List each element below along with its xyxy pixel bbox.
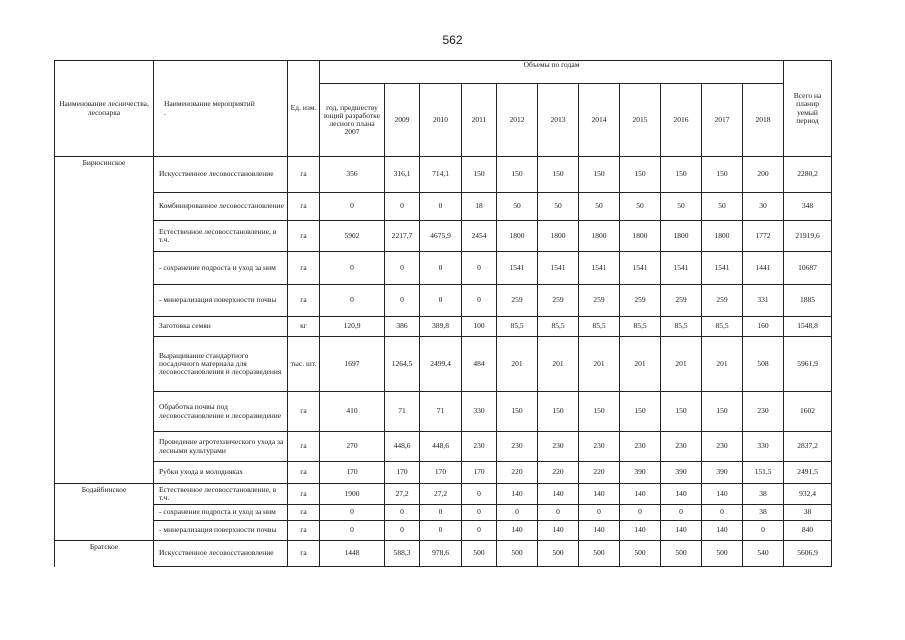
total-cell: 2280,2: [784, 157, 832, 193]
unit-cell: га: [288, 392, 320, 432]
header-activity: Наименование мероприятий .: [154, 61, 288, 157]
value-cell: 0: [385, 193, 420, 221]
value-cell: 140: [661, 484, 702, 505]
value-cell: 230: [538, 432, 579, 462]
header-org: Наименование лесничества, лесопарка: [55, 61, 154, 157]
unit-cell: га: [288, 221, 320, 252]
value-cell: 0: [320, 252, 385, 285]
value-cell: 259: [497, 285, 538, 317]
value-cell: 170: [385, 462, 420, 484]
value-cell: 50: [538, 193, 579, 221]
value-cell: 150: [661, 157, 702, 193]
value-cell: 331: [743, 285, 784, 317]
table-header: [55, 61, 832, 157]
activity-cell: Искусственное лесовосстановление: [154, 541, 288, 567]
value-cell: 230: [661, 432, 702, 462]
header-year: 2016: [661, 84, 702, 157]
value-cell: 1448: [320, 541, 385, 567]
header-year: 2017: [702, 84, 743, 157]
value-cell: 220: [538, 462, 579, 484]
table-row: [55, 337, 832, 392]
value-cell: 0: [420, 193, 462, 221]
header-year: год, предшеству ющий разработке лесного плана 2007: [320, 84, 385, 157]
value-cell: 150: [620, 392, 661, 432]
value-cell: 0: [420, 521, 462, 541]
org-cell: [55, 337, 154, 392]
value-cell: 259: [702, 285, 743, 317]
value-cell: 30: [743, 193, 784, 221]
value-cell: 259: [661, 285, 702, 317]
value-cell: 500: [620, 541, 661, 567]
value-cell: 500: [497, 541, 538, 567]
header-year: 2011: [462, 84, 497, 157]
header-volumes: Объемы по годам: [320, 61, 784, 84]
value-cell: 170: [462, 462, 497, 484]
value-cell: 150: [702, 157, 743, 193]
table-row: [55, 521, 832, 541]
value-cell: 0: [320, 505, 385, 521]
value-cell: 160: [743, 317, 784, 337]
org-cell: Бирюсинское: [55, 157, 154, 193]
value-cell: 220: [497, 462, 538, 484]
value-cell: 170: [420, 462, 462, 484]
value-cell: 540: [743, 541, 784, 567]
value-cell: 0: [420, 285, 462, 317]
value-cell: 316,1: [385, 157, 420, 193]
value-cell: 0: [320, 285, 385, 317]
activity-cell: Искусственное лесовосстановление: [154, 157, 288, 193]
value-cell: 390: [620, 462, 661, 484]
unit-cell: га: [288, 484, 320, 505]
value-cell: 500: [579, 541, 620, 567]
value-cell: 0: [385, 505, 420, 521]
value-cell: 588,3: [385, 541, 420, 567]
activity-cell: - минерализация поверхности почвы: [154, 521, 288, 541]
value-cell: 50: [620, 193, 661, 221]
unit-cell: га: [288, 157, 320, 193]
value-cell: 140: [538, 484, 579, 505]
org-cell: Бодайбинское: [55, 484, 154, 505]
value-cell: 500: [538, 541, 579, 567]
value-cell: 4675,9: [420, 221, 462, 252]
value-cell: 0: [579, 505, 620, 521]
value-cell: 389,8: [420, 317, 462, 337]
value-cell: 50: [661, 193, 702, 221]
value-cell: 27,2: [420, 484, 462, 505]
header-year: 2009: [385, 84, 420, 157]
value-cell: 85,5: [661, 317, 702, 337]
value-cell: 0: [462, 252, 497, 285]
activity-cell: - сохранение подроста и уход за ним: [154, 252, 288, 285]
value-cell: 140: [579, 484, 620, 505]
value-cell: 150: [538, 392, 579, 432]
value-cell: 50: [497, 193, 538, 221]
value-cell: 150: [661, 392, 702, 432]
value-cell: 0: [702, 505, 743, 521]
org-cell: [55, 392, 154, 432]
value-cell: 201: [497, 337, 538, 392]
value-cell: 330: [743, 432, 784, 462]
unit-cell: тыс. шт.: [288, 337, 320, 392]
value-cell: 500: [462, 541, 497, 567]
value-cell: 85,5: [702, 317, 743, 337]
value-cell: 1900: [320, 484, 385, 505]
value-cell: 1541: [538, 252, 579, 285]
header-year: 2013: [538, 84, 579, 157]
org-cell: [55, 317, 154, 337]
value-cell: 1800: [497, 221, 538, 252]
value-cell: 259: [538, 285, 579, 317]
value-cell: 0: [320, 193, 385, 221]
value-cell: 2499,4: [420, 337, 462, 392]
activity-cell: Выращивание стандартного посадочного материала для лесовосстановления и лесоразведения: [154, 337, 288, 392]
value-cell: 18: [462, 193, 497, 221]
org-cell: Братское: [55, 541, 154, 567]
value-cell: 230: [743, 392, 784, 432]
value-cell: 1541: [579, 252, 620, 285]
value-cell: 0: [420, 252, 462, 285]
unit-cell: га: [288, 505, 320, 521]
value-cell: 230: [497, 432, 538, 462]
value-cell: 150: [620, 157, 661, 193]
value-cell: 1541: [702, 252, 743, 285]
org-cell: [55, 462, 154, 484]
value-cell: 140: [661, 521, 702, 541]
value-cell: 38: [743, 484, 784, 505]
value-cell: 330: [462, 392, 497, 432]
value-cell: 201: [702, 337, 743, 392]
unit-cell: га: [288, 521, 320, 541]
value-cell: 0: [462, 521, 497, 541]
activity-cell: Обработка почвы под лесовосстановление и лесоразведение: [154, 392, 288, 432]
value-cell: 0: [462, 505, 497, 521]
value-cell: 140: [702, 521, 743, 541]
value-cell: 100: [462, 317, 497, 337]
unit-cell: га: [288, 541, 320, 567]
header-year: 2012: [497, 84, 538, 157]
value-cell: 230: [620, 432, 661, 462]
value-cell: 85,5: [579, 317, 620, 337]
value-cell: 356: [320, 157, 385, 193]
value-cell: 140: [579, 521, 620, 541]
value-cell: 1800: [538, 221, 579, 252]
value-cell: 140: [620, 521, 661, 541]
value-cell: 140: [497, 521, 538, 541]
total-cell: 38: [784, 505, 832, 521]
table-row: [55, 157, 832, 193]
value-cell: 1800: [620, 221, 661, 252]
value-cell: 140: [497, 484, 538, 505]
value-cell: 151,5: [743, 462, 784, 484]
table-row: [55, 432, 832, 462]
total-cell: 1602: [784, 392, 832, 432]
activity-cell: Естественное лесовосстановление, в т.ч.: [154, 221, 288, 252]
value-cell: 390: [702, 462, 743, 484]
page-number: 562: [442, 33, 463, 47]
value-cell: 0: [420, 505, 462, 521]
value-cell: 220: [579, 462, 620, 484]
value-cell: 120,9: [320, 317, 385, 337]
org-cell: [55, 252, 154, 285]
value-cell: 410: [320, 392, 385, 432]
total-cell: 1548,8: [784, 317, 832, 337]
total-cell: 21919,6: [784, 221, 832, 252]
total-cell: 840: [784, 521, 832, 541]
value-cell: 230: [702, 432, 743, 462]
value-cell: 140: [538, 521, 579, 541]
table-row: [55, 484, 832, 505]
value-cell: 85,5: [620, 317, 661, 337]
header-year: 2010: [420, 84, 462, 157]
value-cell: 484: [462, 337, 497, 392]
unit-cell: га: [288, 193, 320, 221]
value-cell: 200: [743, 157, 784, 193]
value-cell: 1541: [661, 252, 702, 285]
value-cell: 0: [538, 505, 579, 521]
header-year: 2015: [620, 84, 661, 157]
org-cell: [55, 432, 154, 462]
value-cell: 150: [497, 157, 538, 193]
value-cell: 85,5: [497, 317, 538, 337]
value-cell: 259: [620, 285, 661, 317]
table-row: [55, 541, 832, 567]
table-row: [55, 193, 832, 221]
value-cell: 386: [385, 317, 420, 337]
table-row: [55, 505, 832, 521]
value-cell: 50: [579, 193, 620, 221]
value-cell: 230: [462, 432, 497, 462]
value-cell: 201: [538, 337, 579, 392]
value-cell: 201: [579, 337, 620, 392]
value-cell: 1541: [620, 252, 661, 285]
table-row: [55, 285, 832, 317]
value-cell: 38: [743, 505, 784, 521]
total-cell: 10687: [784, 252, 832, 285]
value-cell: 1800: [702, 221, 743, 252]
value-cell: 0: [620, 505, 661, 521]
org-cell: [55, 521, 154, 541]
activity-cell: Заготовка семян: [154, 317, 288, 337]
header-year: 2018: [743, 84, 784, 157]
value-cell: 0: [385, 521, 420, 541]
value-cell: 170: [320, 462, 385, 484]
value-cell: 259: [579, 285, 620, 317]
value-cell: 0: [385, 252, 420, 285]
value-cell: 448,6: [385, 432, 420, 462]
value-cell: 27,2: [385, 484, 420, 505]
unit-cell: га: [288, 285, 320, 317]
value-cell: 150: [538, 157, 579, 193]
forest-plan-table: [54, 60, 832, 567]
value-cell: 1541: [497, 252, 538, 285]
value-cell: 0: [320, 521, 385, 541]
value-cell: 71: [420, 392, 462, 432]
table-row: [55, 392, 832, 432]
value-cell: 390: [661, 462, 702, 484]
value-cell: 500: [702, 541, 743, 567]
value-cell: 1441: [743, 252, 784, 285]
value-cell: 150: [462, 157, 497, 193]
value-cell: 201: [620, 337, 661, 392]
unit-cell: га: [288, 432, 320, 462]
activity-cell: Рубки ухода в молодняках: [154, 462, 288, 484]
total-cell: 5606,9: [784, 541, 832, 567]
value-cell: 50: [702, 193, 743, 221]
total-cell: 2837,2: [784, 432, 832, 462]
header-total: Всего на планир уемый период: [784, 61, 832, 157]
value-cell: 150: [579, 157, 620, 193]
org-cell: [55, 285, 154, 317]
value-cell: 1800: [661, 221, 702, 252]
value-cell: 0: [462, 285, 497, 317]
value-cell: 5902: [320, 221, 385, 252]
value-cell: 448,6: [420, 432, 462, 462]
value-cell: 1772: [743, 221, 784, 252]
total-cell: 1885: [784, 285, 832, 317]
value-cell: 1264,5: [385, 337, 420, 392]
org-cell: [55, 221, 154, 252]
total-cell: 348: [784, 193, 832, 221]
value-cell: 270: [320, 432, 385, 462]
value-cell: 150: [497, 392, 538, 432]
value-cell: 140: [620, 484, 661, 505]
unit-cell: кг: [288, 317, 320, 337]
table-body: [55, 157, 832, 567]
total-cell: 5961,9: [784, 337, 832, 392]
value-cell: 2454: [462, 221, 497, 252]
total-cell: 932,4: [784, 484, 832, 505]
value-cell: 0: [497, 505, 538, 521]
value-cell: 0: [743, 521, 784, 541]
org-cell: [55, 193, 154, 221]
total-cell: 2491,5: [784, 462, 832, 484]
value-cell: 978,6: [420, 541, 462, 567]
value-cell: 0: [385, 285, 420, 317]
value-cell: 714,1: [420, 157, 462, 193]
value-cell: 150: [579, 392, 620, 432]
activity-cell: Комбинированное лесовосстановление: [154, 193, 288, 221]
value-cell: 140: [702, 484, 743, 505]
activity-cell: - сохранение подроста и уход за ним: [154, 505, 288, 521]
value-cell: 2217,7: [385, 221, 420, 252]
table-row: [55, 462, 832, 484]
value-cell: 1800: [579, 221, 620, 252]
value-cell: 85,5: [538, 317, 579, 337]
unit-cell: га: [288, 252, 320, 285]
org-cell: [55, 505, 154, 521]
table-row: [55, 221, 832, 252]
activity-cell: Естественное лесовосстановление, в т.ч.: [154, 484, 288, 505]
value-cell: 150: [702, 392, 743, 432]
value-cell: 0: [462, 484, 497, 505]
activity-cell: - минерализация поверхности почвы: [154, 285, 288, 317]
value-cell: 0: [661, 505, 702, 521]
value-cell: 1697: [320, 337, 385, 392]
activity-cell: Проведение агротехнического ухода за лесными культурами: [154, 432, 288, 462]
table-row: [55, 252, 832, 285]
value-cell: 500: [661, 541, 702, 567]
header-year: 2014: [579, 84, 620, 157]
table-row: [55, 317, 832, 337]
header-unit: Ед. изм.: [288, 61, 320, 157]
value-cell: 230: [579, 432, 620, 462]
unit-cell: га: [288, 462, 320, 484]
value-cell: 508: [743, 337, 784, 392]
value-cell: 201: [661, 337, 702, 392]
value-cell: 71: [385, 392, 420, 432]
